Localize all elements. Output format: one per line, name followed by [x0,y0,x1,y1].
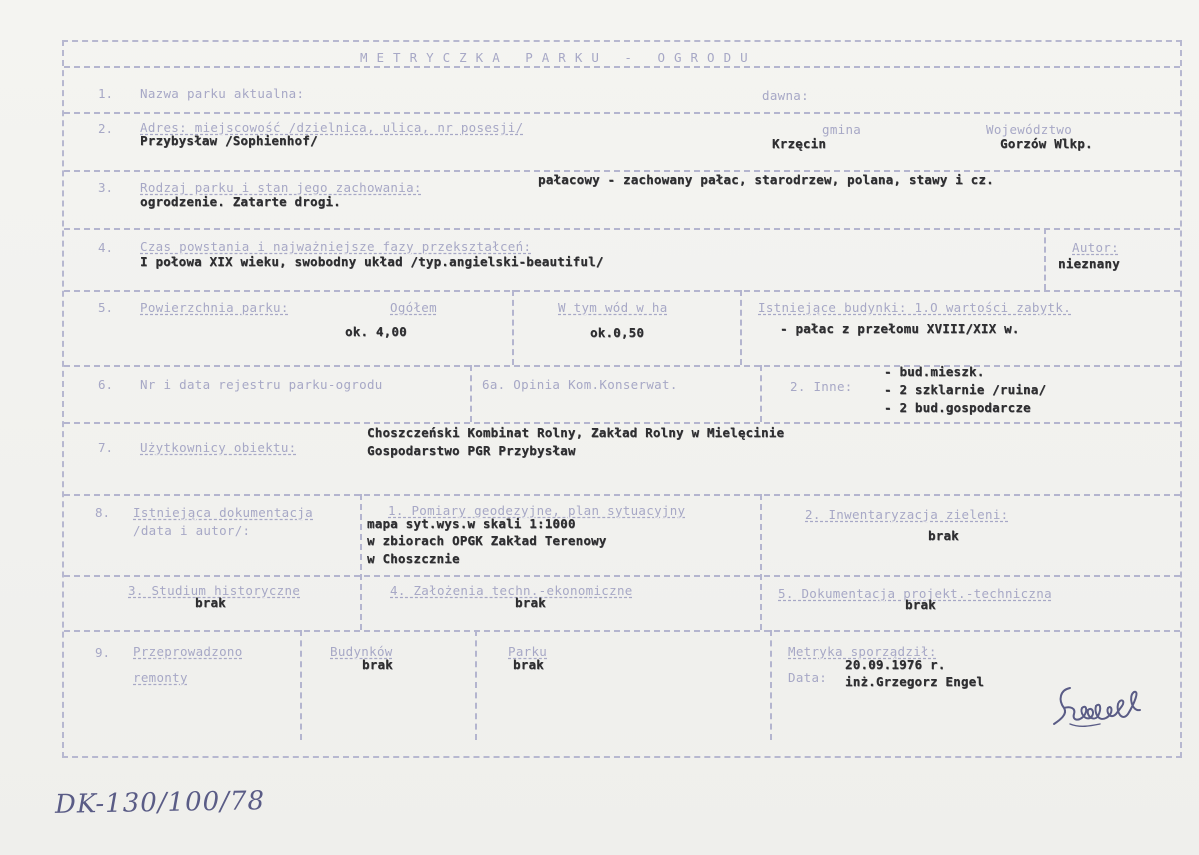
park-name-label: Nazwa parku aktualna: [140,86,305,101]
date-label: Data: [788,670,828,685]
documentation-label: Istniejąca dokumentacja [133,505,313,520]
water-area-label: W tym wód w ha [558,300,668,315]
park-renov-value: brak [513,657,544,672]
park-type-label: Rodzaj parku i stan jego zachowania: [140,180,422,195]
divider [1044,228,1046,290]
renovations-label: Przeprowadzono [133,644,243,659]
techno-economic-value: brak [515,595,546,610]
voivodeship-label: Województwo [986,122,1073,137]
handwritten-signature [1050,678,1170,736]
divider [360,494,362,630]
users-value: Choszczeński Kombinat Rolny, Zakład Rolny w Mielęcinie [367,425,785,440]
divider [64,365,1180,367]
conservator-opinion-label: 6a. Opinia Kom.Konserwat. [482,377,678,392]
prepared-by-label: Metryka sporządził: [788,644,937,659]
geodetic-value-1: mapa syt.wys.w skali 1:1000 [367,516,576,531]
divider [64,66,1180,68]
park-renov-label: Parku [508,644,548,659]
area-label: Powierzchnia parku: [140,300,289,315]
other-building-1: - bud.mieszk. [884,364,985,379]
water-area-value: ok.0,50 [590,325,645,340]
geodetic-value-2: w zbiorach OPGK Zakład Terenowy [367,533,607,548]
divider [64,422,1180,424]
total-area-value: ok. 4,00 [345,324,407,339]
divider [760,365,762,422]
users-label: Użytkownicy obiektu: [140,440,297,455]
park-type-value: pałacowy - zachowany pałac, starodrzew, polana, stawy i cz. [538,172,994,187]
row-number: 9. [95,645,111,660]
geodetic-value-3: w Choszcznie [367,551,460,566]
gmina-value: Krzęcin [772,136,827,151]
other-building-2: - 2 szklarnie /ruina/ [884,382,1047,397]
divider [470,365,472,422]
design-docs-value: brak [905,597,936,612]
divider [760,494,762,630]
address-value: Przybysław /Sophienhof/ [140,133,318,148]
buildings-value: - pałac z przełomu XVIII/XIX w. [780,321,1020,336]
inventory-value: brak [928,528,959,543]
form-title: METRYCZKA PARKU - OGRODU [360,50,757,65]
buildings-label: Istniejące budynki: 1.O wartości zabytk. [758,300,1072,315]
row-number: 2. [98,121,114,136]
row-number: 6. [98,377,114,392]
techno-economic-label: 4. Założenia techn.-ekonomiczne [390,583,633,598]
divider [64,494,1180,496]
divider [64,112,1180,114]
divider [64,290,1180,292]
divider [740,290,742,365]
row-number: 5. [98,300,114,315]
divider [512,290,514,365]
gmina-label: gmina [822,122,862,137]
other-buildings-label: 2. Inne: [790,379,853,394]
divider [64,228,1180,230]
divider [64,575,1180,577]
divider [300,630,302,740]
former-name-label: dawna: [762,88,809,103]
origin-label: Czas powstania i najważniejsze fazy przekształceń: [140,239,532,254]
voivodeship-value: Gorzów Wlkp. [1000,136,1093,151]
total-area-label: Ogółem [390,300,437,315]
divider [64,630,1180,632]
author-value: nieznany [1058,256,1120,271]
row-number: 8. [95,505,111,520]
other-building-3: - 2 bud.gospodarcze [884,400,1031,415]
buildings-renov-value: brak [362,657,393,672]
historical-study-label: 3. Studium historyczne [128,583,301,598]
row-number: 4. [98,240,114,255]
renovations-label-cont: remonty [133,670,188,685]
divider [770,630,772,740]
park-type-value-cont: ogrodzenie. Zatarte drogi. [140,194,341,209]
divider [475,630,477,740]
row-number: 7. [98,440,114,455]
geodetic-label: 1. Pomiary geodezyjne, plan sytuacyjny [388,503,686,518]
author-label: Autor: [1072,240,1119,255]
address-label: Adres: miejscowość /dzielnica, ulica, nr posesji/ [140,120,524,135]
historical-study-value: brak [195,595,226,610]
origin-value: I połowa XIX wieku, swobodny układ /typ.angielski-beautiful/ [140,254,604,269]
inventory-label: 2. Inwentaryzacja zieleni: [805,507,1009,522]
handwritten-reference: DK-130/100/78 [54,786,266,820]
prepared-date-value: 20.09.1976 r. [845,657,946,672]
buildings-renov-label: Budynków [330,644,393,659]
register-label: Nr i data rejestru parku-ogrodu [140,377,383,392]
users-value-cont: Gospodarstwo PGR Przybysław [367,443,576,458]
documentation-label-cont: /data i autor/: [133,523,251,538]
design-docs-label: 5. Dokumentacja projekt.-techniczna [778,586,1052,601]
row-number: 3. [98,180,114,195]
prepared-by-value: inż.Grzegorz Engel [845,674,985,689]
row-number: 1. [98,86,114,101]
